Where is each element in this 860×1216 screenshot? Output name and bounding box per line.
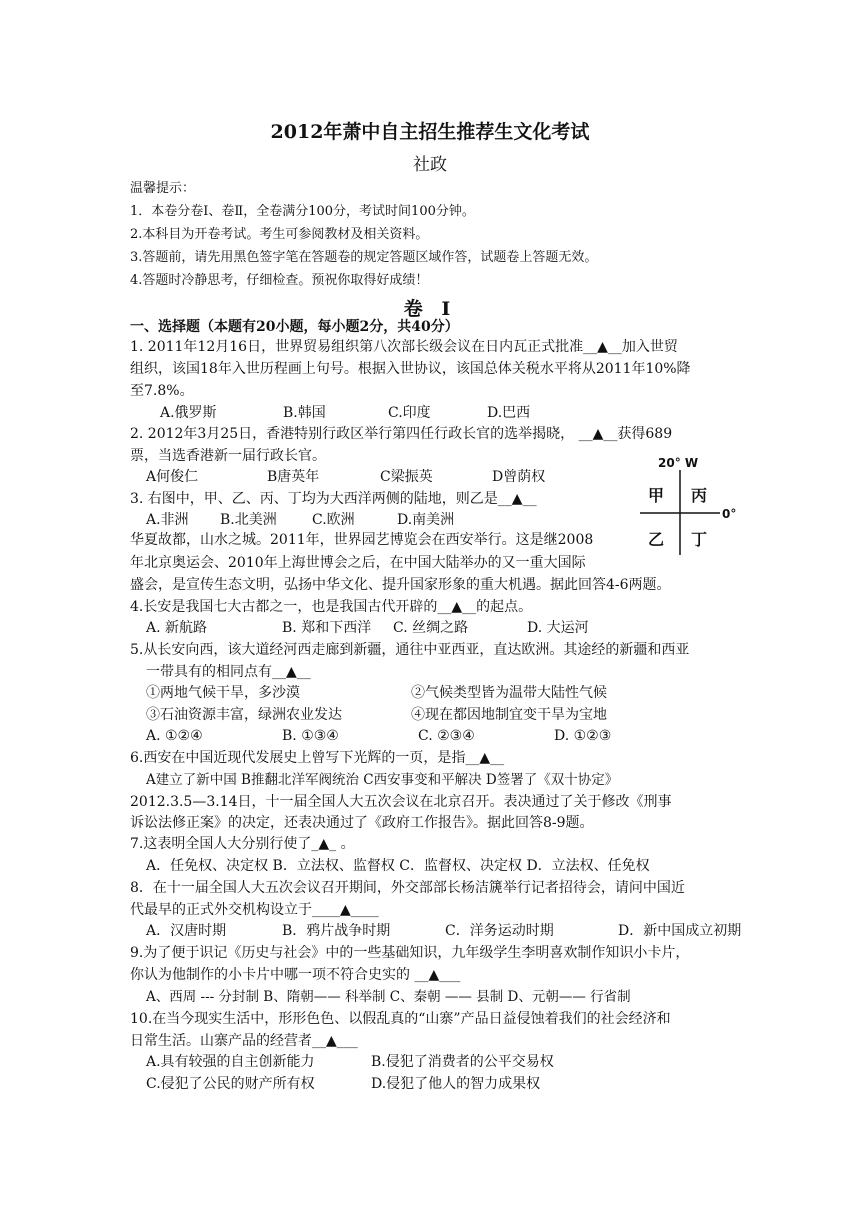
option: C.印度 <box>388 405 431 421</box>
hemisphere-diagram <box>640 455 750 565</box>
option: A. 新航路 <box>146 620 208 636</box>
tip-item: 2.本科目为开卷考试。考生可参阅教材及相关资料。 <box>130 227 429 242</box>
option: C. ②③④ <box>418 728 475 744</box>
option: A.俄罗斯 <box>160 405 217 421</box>
option: A．汉唐时期 <box>146 923 227 939</box>
option: B. ①③④ <box>282 728 339 744</box>
tips-heading: 温馨提示： <box>130 181 196 196</box>
passage-line: 盛会，是宣传生态文明，弘扬中华文化、提升国家形象的重大机遇。据此回答4-6两题。 <box>130 577 671 593</box>
option: A.具有较强的自主创新能力 <box>146 1054 315 1070</box>
option: C. 丝绸之路 <box>393 620 469 636</box>
region-jia: 甲 <box>648 486 665 505</box>
options-line: A建立了新中国 B推翻北洋军阀统治 C西安事变和平解决 D签署了《双十协定》 <box>146 772 619 788</box>
statement: ①两地气候干旱，多沙漠 <box>146 685 300 701</box>
tip-item: 3.答题前，请先用黑色签字笔在答题卷的规定答题区域作答，试题卷上答题无效。 <box>130 250 598 265</box>
question-line: 7.这表明全国人大分别行使了_▲_ 。 <box>130 836 355 852</box>
exam-subject: 社政 <box>413 155 447 175</box>
options-line: A．任免权、决定权 B．立法权、监督权 C．监督权、决定权 D．立法权、任免权 <box>146 858 650 874</box>
statement: ④现在都因地制宜变干旱为宝地 <box>411 707 607 723</box>
option: C.欧洲 <box>312 512 355 528</box>
question-line: 2. 2012年3月25日，香港特别行政区举行第四任行政长官的选举揭晓， __▲__获得689 <box>130 426 673 442</box>
part-header: 一、选择题（本题有20小题，每小题2分，共40分） <box>130 319 459 335</box>
tip-item: 4.答题时冷静思考，仔细检查。预祝你取得好成绩！ <box>130 273 429 288</box>
question-line: 6.西安在中国近现代发展史上曾写下光辉的一页，是指__▲__ <box>130 750 505 766</box>
question-line: 你认为他制作的小卡片中哪一项不符合史实的 __▲___ <box>130 967 461 983</box>
tip-item: 1．本卷分卷Ⅰ、卷Ⅱ，全卷满分100分，考试时间100分钟。 <box>130 204 475 219</box>
option: B唐英年 <box>267 469 320 485</box>
passage-line: 华夏故都，山水之城。2011年，世界园艺博览会在西安举行。这是继2008 <box>130 532 594 548</box>
option: D. ①②③ <box>554 728 612 744</box>
passage-line: 2012.3.5—3.14日，十一届全国人大五次会议在北京召开。表决通过了关于修改《刑事 <box>130 794 672 810</box>
option: D.巴西 <box>487 405 531 421</box>
option: B．鸦片战争时期 <box>282 923 391 939</box>
question-line: 10.在当今现实生活中，形形色色、以假乱真的“山寨”产品日益侵蚀着我们的社会经济和 <box>130 1011 671 1027</box>
statement: ②气候类型皆为温带大陆性气候 <box>411 685 607 701</box>
option: A. ①②④ <box>146 728 203 744</box>
option: B.侵犯了消费者的公平交易权 <box>371 1054 554 1070</box>
question-line: 4.长安是我国七大古都之一，也是我国古代开辟的__▲__的起点。 <box>130 599 533 615</box>
question-line: 9.为了便于识记《历史与社会》中的一些基础知识，九年级学生李明喜欢制作知识小卡片， <box>130 945 690 961</box>
option: D．新中国成立初期 <box>618 923 742 939</box>
option: D.南美洲 <box>397 512 455 528</box>
question-line: 日常生活。山寨产品的经营者__▲___ <box>130 1033 358 1049</box>
option: C梁振英 <box>380 469 433 485</box>
question-line: 票，当选香港新一届行政长官。 <box>130 448 326 464</box>
option: D. 大运河 <box>527 620 589 636</box>
options-line: A、西周 --- 分封制 B、隋朝—— 科举制 C、秦朝 —— 县制 D、元朝—— 行省制 <box>146 989 631 1005</box>
option: C．洋务运动时期 <box>445 923 554 939</box>
question-line: 代最早的正式外交机构设立于____▲____ <box>130 902 379 918</box>
latitude-label: 0° <box>722 507 737 521</box>
question-line: 至7.8%。 <box>130 383 194 399</box>
option: A何俊仁 <box>146 469 199 485</box>
option: B. 郑和下西洋 <box>282 620 372 636</box>
longitude-label: 20° W <box>658 456 699 470</box>
option: D曾荫权 <box>492 469 546 485</box>
question-line: 5.从长安向西，该大道经河西走廊到新疆，通往中亚西亚，直达欧洲。其途经的新疆和西亚 <box>130 642 690 658</box>
passage-line: 诉讼法修正案》的决定，还表决通过了《政府工作报告》。据此回答8-9题。 <box>130 815 594 831</box>
option: B.韩国 <box>283 405 326 421</box>
option: A.非洲 <box>146 512 189 528</box>
option: D.侵犯了他人的智力成果权 <box>371 1076 541 1092</box>
question-line: 8．在十一届全国人大五次会议召开期间，外交部部长杨洁篪举行记者招待会，请问中国近 <box>130 880 685 896</box>
region-ding: 丁 <box>691 530 708 549</box>
passage-line: 年北京奥运会、2010年上海世博会之后，在中国大陆举办的又一重大国际 <box>130 555 586 571</box>
region-yi: 乙 <box>648 530 665 549</box>
section-title: 卷 Ⅰ <box>403 298 457 320</box>
option: B.北美洲 <box>220 512 277 528</box>
exam-title: 2012年萧中自主招生推荐生文化考试 <box>270 121 590 143</box>
question-line: 组织，该国18年入世历程画上句号。根据入世协议，该国总体关税水平将从2011年10%降 <box>130 361 691 377</box>
question-line: 1. 2011年12月16日，世界贸易组织第八次部长级会议在日内瓦正式批准__▲__加入世贸 <box>130 339 678 355</box>
question-line: 3. 右图中，甲、乙、丙、丁均为大西洋两侧的陆地，则乙是__▲__ <box>130 491 537 507</box>
option: C.侵犯了公民的财产所有权 <box>146 1076 315 1092</box>
statement: ③石油资源丰富，绿洲农业发达 <box>146 707 342 723</box>
question-line: 一带具有的相同点有__▲__ <box>146 664 311 680</box>
region-bing: 丙 <box>691 486 708 505</box>
